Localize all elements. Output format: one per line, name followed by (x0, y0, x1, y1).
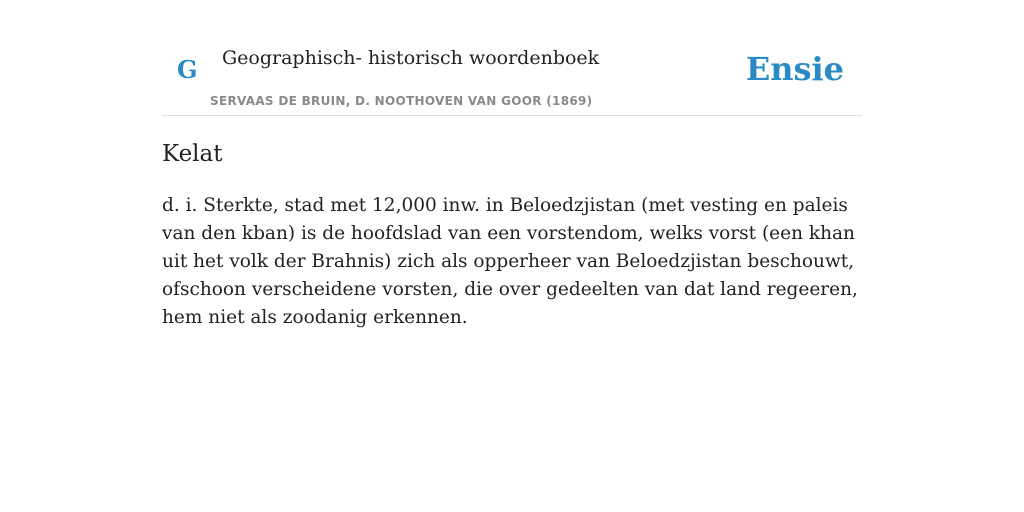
book-header (162, 0, 862, 116)
book-authors: SERVAAS DE BRUIN, D. NOOTHOVEN VAN GOOR (1869) (210, 94, 593, 108)
ensie-logo-link[interactable]: Ensie (745, 50, 844, 88)
entry-title: Kelat (162, 141, 223, 167)
entry-body: d. i. Sterkte, stad met 12,000 inw. in Beloedzjistan (met vesting en paleis van den kban) is de hoofdslad van een vorstendom, welks vorst (een khan uit het volk der Brahnis) zich als opperheer van Beloedzjistan beschouwt, ofschoon verscheidene vorsten, die over gedeelten van dat land regeeren, hem niet als zoodanig erkennen. (162, 195, 858, 328)
page (162, 0, 862, 512)
book-title-link[interactable]: Geographisch- historisch woordenboek (222, 47, 600, 69)
book-letter-icon[interactable]: G (177, 55, 198, 84)
